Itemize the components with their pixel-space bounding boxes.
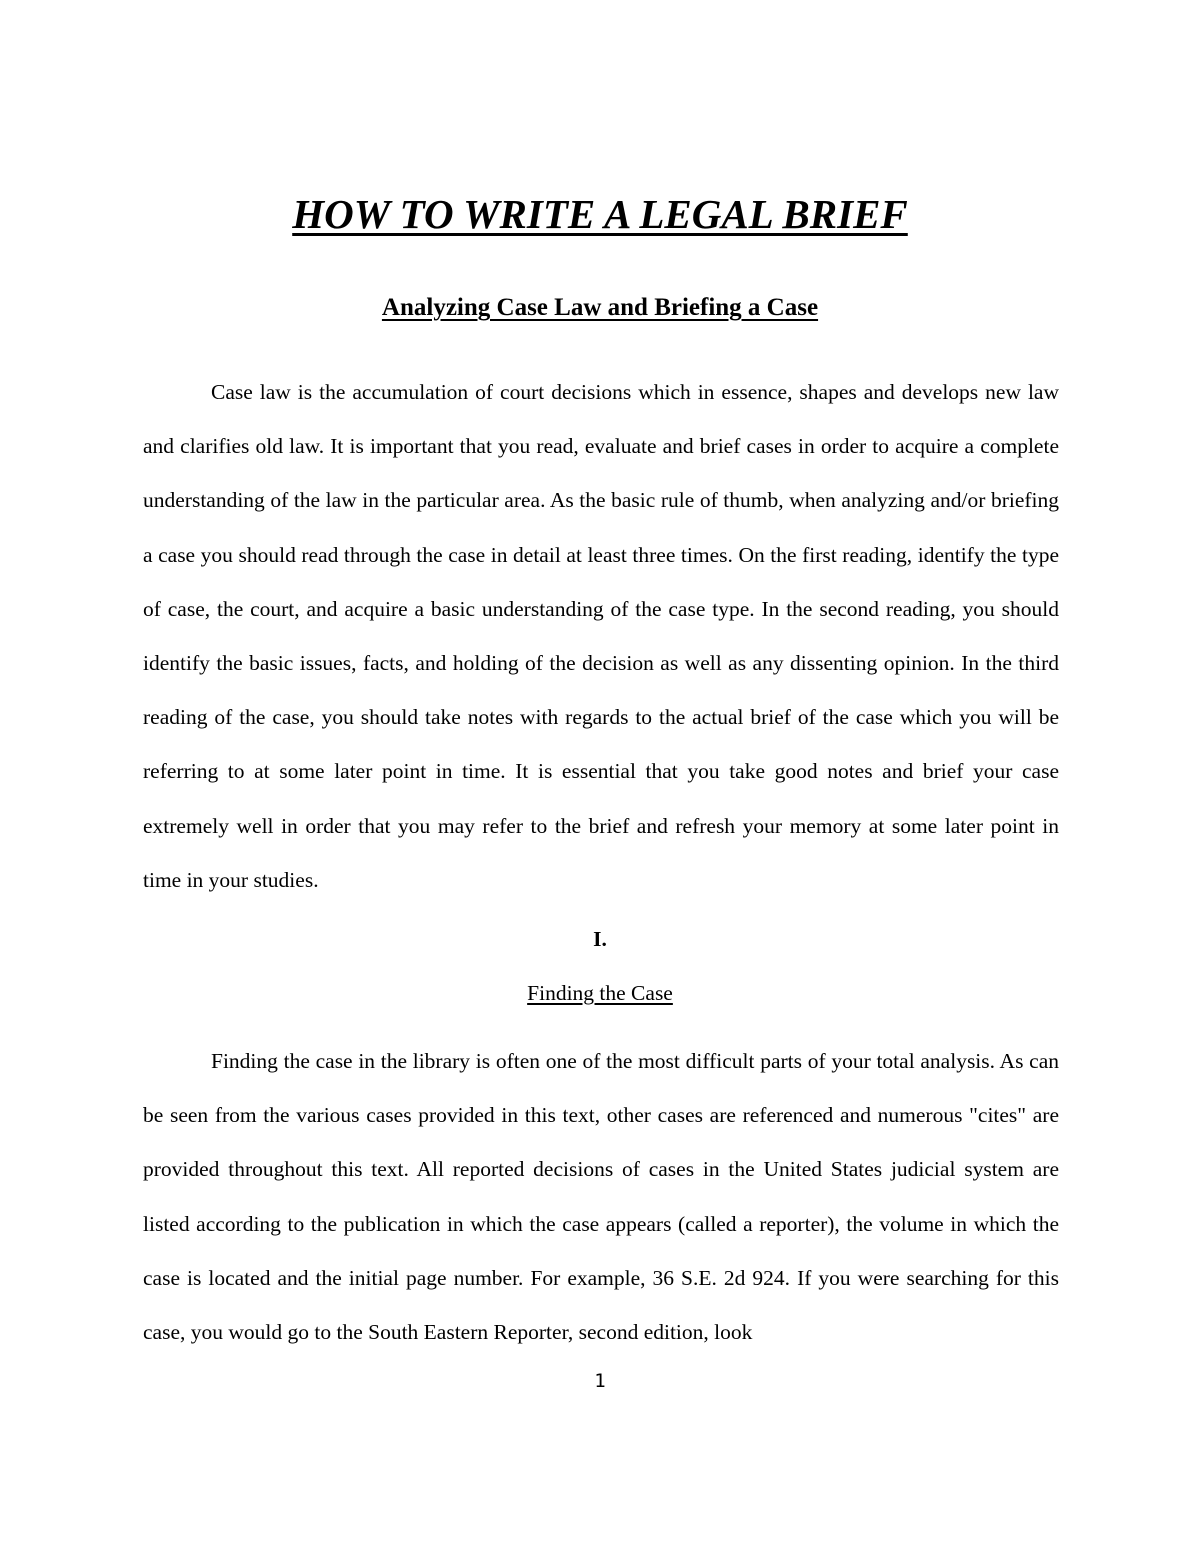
intro-paragraph: Case law is the accumulation of court decisions which in essence, shapes and develops new law and clarifies old law. It is important that you read, evaluate and brief cases in order to acquire a complete understanding of the law in the particular area. As the basic rule of thumb, when analyzing and/or briefing a case you should read through the case in detail at least three times. On the first reading, identify the type of case, the court, and acquire a basic understanding of the case type. In the second reading, you should identify the basic issues, facts, and holding of the decision as well as any dissenting opinion. In the third reading of the case, you should take notes with regards to the actual brief of the case which you will be referring to at some later point in time. It is essential that you take good notes and brief your case extremely well in order that you may refer to the brief and refresh your memory at some later point in time in your studies. xyxy=(143,380,1059,892)
section-paragraph: Finding the case in the library is often one of the most difficult parts of your total analysis. As can be seen from the various cases provided in this text, other cases are referenced and numerous "cites" are provided throughout this text. All reported decisions of cases in the United States judicial system are listed according to the publication in which the case appears (called a reporter), the volume in which the case is located and the initial page number. For example, 36 S.E. 2d 924. If you were searching for this case, you would go to the South Eastern Reporter, second edition, look xyxy=(143,1049,1059,1345)
document-title: HOW TO WRITE A LEGAL BRIEF xyxy=(292,191,908,237)
page-number: 1 xyxy=(594,1370,606,1392)
section-heading: Finding the Case xyxy=(527,981,673,1005)
section-number: I. xyxy=(593,927,607,951)
document-subtitle: Analyzing Case Law and Briefing a Case xyxy=(381,294,819,321)
